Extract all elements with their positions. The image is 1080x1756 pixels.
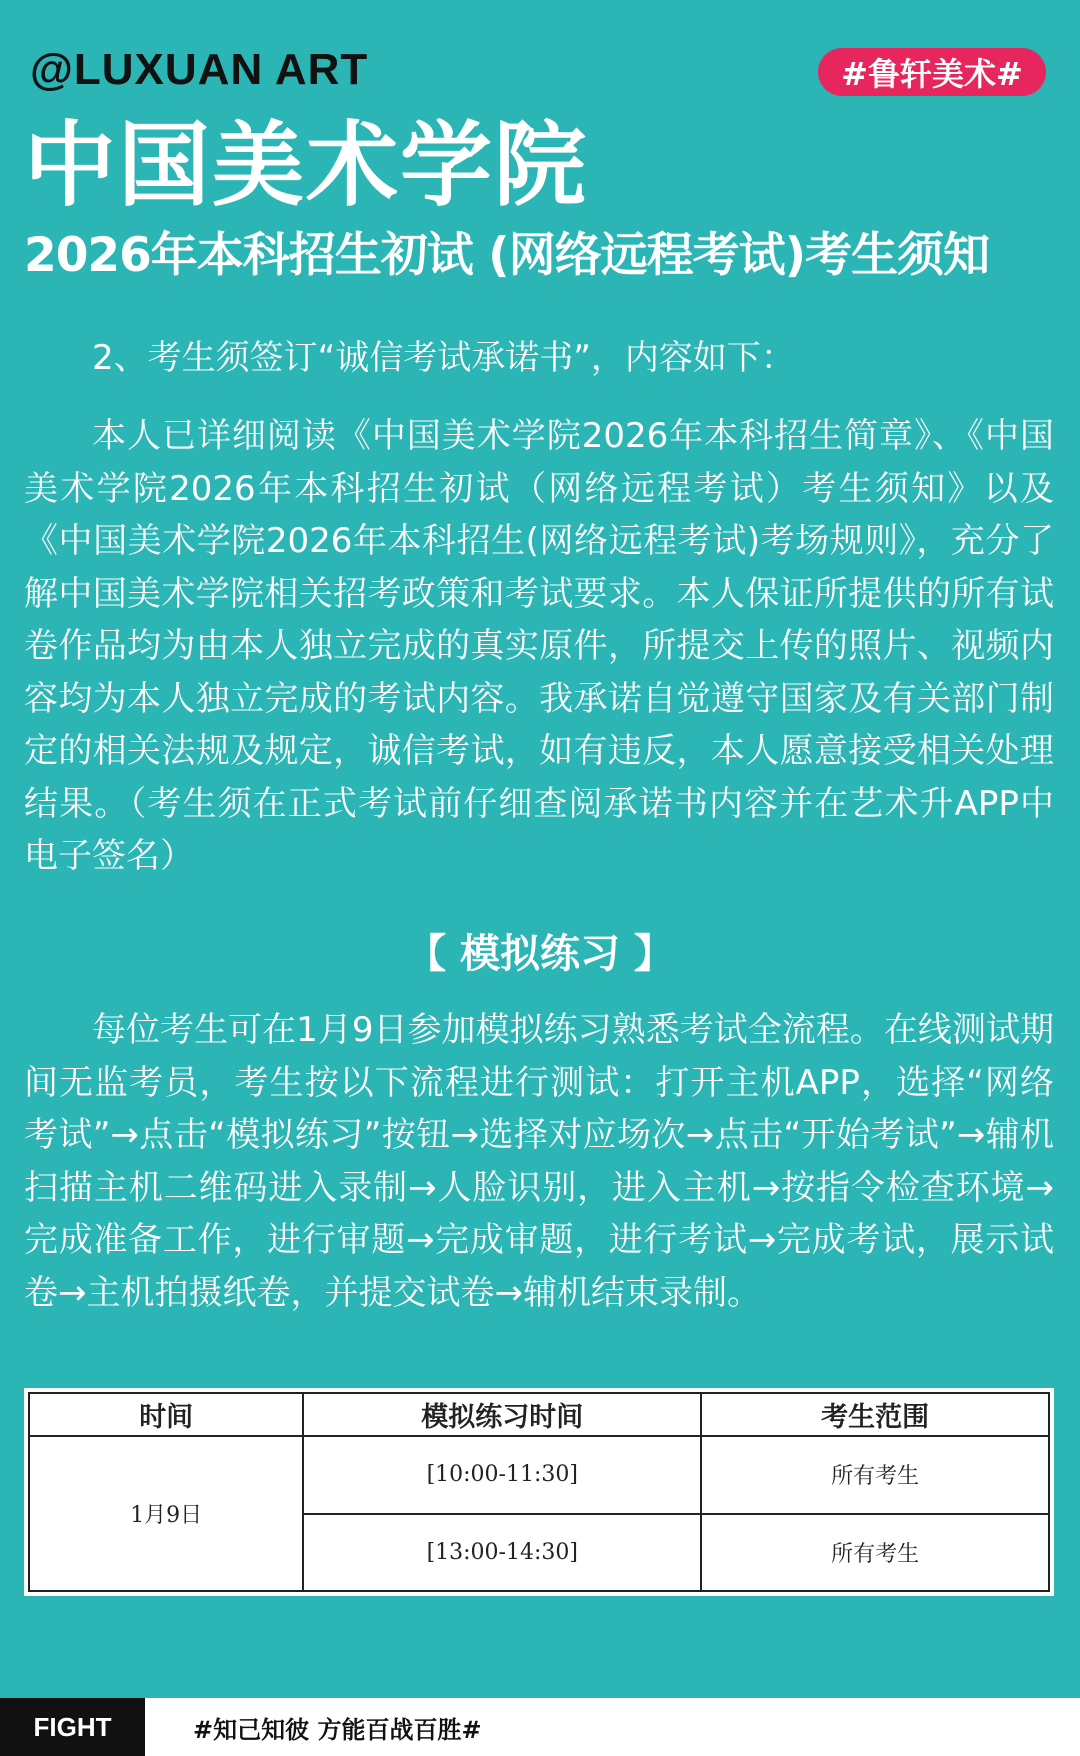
table-cell-time: [10:00-11:30]: [303, 1436, 701, 1514]
footer-fight-label: FIGHT: [0, 1698, 145, 1756]
table-header-scope: 考生范围: [701, 1393, 1049, 1436]
table-cell-scope: 所有考生: [701, 1514, 1049, 1592]
pledge-intro: 2、考生须签订“诚信考试承诺书”，内容如下：: [92, 338, 795, 378]
hashtag-badge: #鲁轩美术#: [818, 48, 1046, 96]
pledge-body: 本人已详细阅读《中国美术学院2026年本科招生简章》、《中国美术学院2026年本科招生初试（网络远程考试）考生须知》以及《中国美术学院2026年本科招生(网络远程考试)考场规则》，充分了解中国美术学院相关招考政策和考试要求。本人保证所提供的所有试卷作品均为由本人独立完成的真实原件，所提交上传的照片、视频内容均为本人独立完成的考试内容。我承诺自觉遵守国家及有关部门制定的相关法规及规定，诚信考试，如有违反，本人愿意接受相关处理结果。（考生须在正式考试前仔细查阅承诺书内容并在艺术升APP中电子签名）: [24, 416, 1054, 876]
practice-heading: 【 模拟练习 】: [406, 931, 674, 977]
table-header-date: 时间: [29, 1393, 303, 1436]
practice-body: 每位考生可在1月9日参加模拟练习熟悉考试全流程。在线测试期间无监考员，考生按以下流程进行测试：打开主机APP，选择“网络考试”→点击“模拟练习”按钮→选择对应场次→点击“开始考试”→辅机扫描主机二维码进入录制→人脸识别，进入主机→按指令检查环境→完成准备工作，进行审题→完成审题，进行考试→完成考试，展示试卷→主机拍摄纸卷，并提交试卷→辅机结束录制。: [24, 1010, 1054, 1313]
brand-watermark: @LUXUAN ART: [30, 45, 369, 94]
practice-schedule-table: [24, 1388, 1054, 1596]
table-cell-scope: 所有考生: [701, 1436, 1049, 1514]
footer-slogan: #知己知彼 方能百战百胜#: [145, 1698, 1080, 1756]
table-row: [29, 1436, 1049, 1514]
table-header-time: 模拟练习时间: [303, 1393, 701, 1436]
table-cell-time: [13:00-14:30]: [303, 1514, 701, 1592]
page-title: 中国美术学院: [24, 112, 589, 219]
table-cell-date: 1月9日: [29, 1436, 303, 1591]
page-subtitle: 2026年本科招生初试 (网络远程考试)考生须知: [24, 228, 990, 283]
